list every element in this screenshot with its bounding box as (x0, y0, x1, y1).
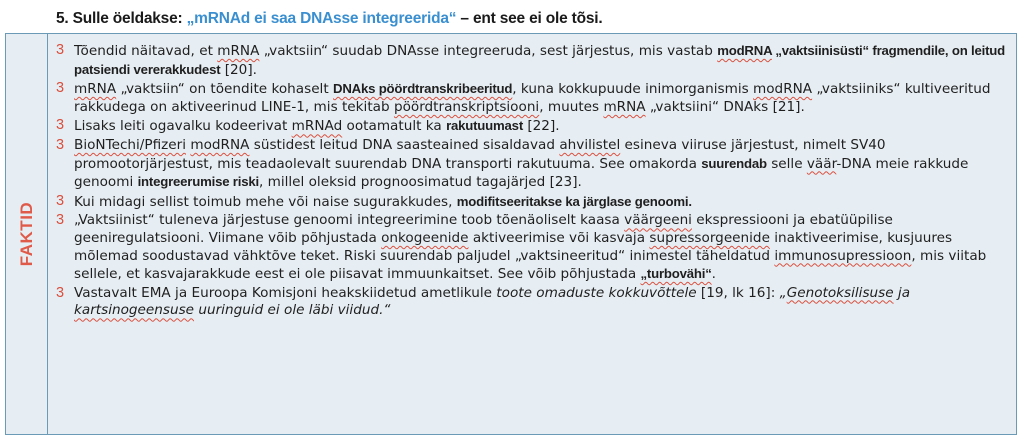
fact-text-bold: DNAks pöördtranskribeeritud (333, 81, 513, 97)
fact-text: ahvilistel (559, 136, 621, 153)
fact-text-bold: „turbovähi“ (640, 266, 712, 282)
fact-text: [19, lk 16]: (696, 284, 780, 301)
fact-text: Lisaks leiti ogavalku kodeerivat (74, 118, 292, 135)
fact-item (56, 117, 1006, 136)
fact-text: uuringuid ei ole läbi viidud.“ (194, 302, 391, 319)
fact-text: Genotoksilisuse (786, 284, 894, 301)
fact-text: väärgeeni (624, 212, 692, 229)
fact-text: kartsinogeensuse (74, 302, 195, 319)
fact-text: , muutes (539, 98, 604, 115)
heading-prefix: 5. Sulle öeldakse: (56, 10, 187, 27)
fact-text: modRNA (753, 81, 813, 98)
fact-text: esineva viiruse järjestust, nimelt SV40 promootorjärjestust, mis teadaolevalt suurendab DNA transporti rakutuuma. See omakorda (74, 136, 886, 172)
fact-text: „vaktsiini“ DNAks [21]. (645, 98, 805, 115)
fact-text: [22]. (523, 118, 560, 135)
fact-text: „ (779, 284, 787, 301)
fact-text: „vaktsiin“ on tõendite kohaselt (116, 81, 333, 98)
fact-item (56, 212, 1006, 283)
bullet-marker: 3 (56, 284, 65, 301)
fact-text: mRNA (217, 43, 260, 59)
section-heading (56, 10, 602, 28)
fact-item (56, 285, 1006, 320)
fact-text: [20]. (220, 61, 257, 78)
fact-text: „Vaktsiinist“ tuleneva järjestuse genoomi integreerimine toob tõenäoliselt kaasa (74, 212, 625, 229)
fact-item (56, 137, 1006, 192)
fact-text: -DNA meie rakkude genoomi (74, 155, 969, 191)
fact-text: pöördtranskriptsiooni (393, 98, 540, 115)
fact-text-bold: modRNA (717, 43, 772, 58)
bullet-marker: 3 (56, 136, 65, 153)
fact-text: süstidest leitud DNA saasteained sisaldavad (249, 136, 560, 153)
fact-text: „vaktsiin“ suudab DNAsse integreeruda, sest järjestus, mis vastab (259, 43, 718, 59)
fact-text: aktiveerimise või kasvaja (468, 229, 650, 246)
fact-text: supressorgeenide (649, 229, 770, 246)
heading-suffix: – ent see ei ole tõsi. (456, 10, 603, 27)
fact-text: toote omaduste kokkuvõttele (496, 284, 697, 301)
fact-text: . (711, 266, 716, 283)
fact-item (56, 193, 1006, 212)
fact-text-bold: suurendab (701, 155, 767, 171)
fact-text: , mis viitab sellele, et kasvajarakkude eest ei ole piisavat immuunkaitset. See võib põhjustada (74, 247, 987, 283)
fact-text: ootamatult ka (342, 118, 447, 135)
fact-text: inaktiveerimise, kusjuures mõlemad soodustavad vähktõve teket. Riski suurendab paljudel „vaktsineeritud“ inimestel täheldatud (74, 229, 953, 264)
fact-text: väär (806, 155, 837, 172)
facts-list (56, 42, 1006, 321)
bullet-marker: 3 (56, 117, 65, 134)
fact-text: Tõendid näitavad, et (74, 43, 218, 59)
fact-item (56, 80, 1006, 116)
fact-text: mRNA (74, 81, 117, 98)
fact-text: ja (893, 284, 911, 301)
facts-label: FAKTID (16, 201, 36, 267)
bullet-marker: 3 (56, 80, 65, 97)
fact-text: mRNA (603, 98, 646, 115)
heading-claim: „mRNAd ei saa DNAsse integreerida“ (186, 10, 457, 27)
bullet-marker: 3 (56, 42, 65, 58)
fact-text: „vaktsiiniks“ kultiveeritud rakkudega on aktiveerinud LINE-1, mis tekitab (74, 81, 991, 115)
fact-text-bold: rakutuumast (446, 118, 524, 134)
fact-text: selle (766, 155, 807, 172)
fact-text: BioNTechi/Pfizeri (74, 136, 187, 153)
fact-text: immunosupressioon (774, 247, 912, 264)
fact-text: ekspressiooni ja ebatüüpilise geeniregulatsiooni. Viimane võib põhjustada (74, 212, 893, 246)
fact-text-bold: modifitseeritakse ka järglase genoomi. (456, 193, 692, 209)
fact-text: onkogeenide (381, 229, 469, 246)
fact-text: Kui midagi sellist toimub mehe või naise sugurakkudes, (74, 193, 457, 210)
bullet-marker: 3 (56, 192, 65, 209)
fact-text: mRNAd (291, 118, 343, 135)
fact-text: modRNA (190, 136, 250, 153)
fact-text: Vastavalt EMA ja Euroopa Komisjoni heakskiidetud ametlikule (74, 284, 497, 301)
fact-text-bold: „vaktsiinisüsti“ fragmendile, on leitud patsiendi vererakkudest (74, 43, 1005, 77)
fact-text-bold: integreerumise riski (137, 174, 259, 190)
facts-sidebar (6, 34, 48, 434)
bullet-marker: 3 (56, 212, 65, 229)
facts-box (5, 33, 1017, 435)
fact-text: , kuna kokkupuude inimorganismis (512, 81, 753, 98)
fact-item (56, 42, 1006, 79)
fact-text: , millel oleksid prognoosimatud tagajärjed [23]. (258, 174, 582, 191)
